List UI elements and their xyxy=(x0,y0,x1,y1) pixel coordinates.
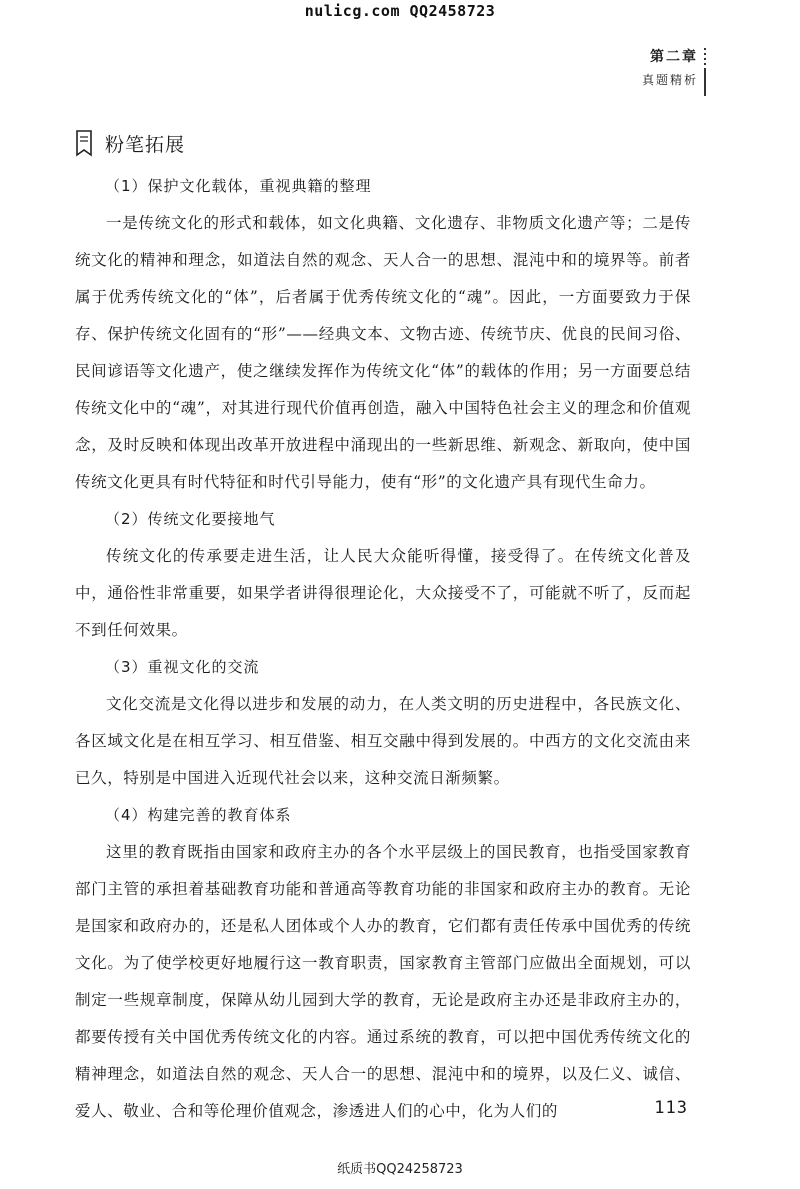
paragraph-4: 这里的教育既指由国家和政府主办的各个水平层级上的国民教育，也指受国家教育部门主管的承担着基础教育功能和普通高等教育功能的非国家和政府主办的教育。无论是国家和政府办的，还是私人团体或个人办的教育，它们都有责任传承中国优秀的传统文化。为了使学校更好地履行这一教育职责，国家教育主管部门应做出全面规划，可以制定一些规章制度，保障从幼儿园到大学的教育，无论是政府主办还是非政府主办的，都要传授有关中国优秀传统文化的内容。通过系统的教育，可以把中国优秀传统文化的精神理念，如道法自然的观念、天人合一的思想、混沌中和的境界，以及仁义、诚信、爱人、敬业、合和等伦理价值观念，渗透进人们的心中，化为人们的 xyxy=(75,843,691,1120)
subheading-1: （1）保护文化载体，重视典籍的整理 xyxy=(105,177,372,195)
chalk-icon xyxy=(75,128,95,158)
page-number: 113 xyxy=(654,1098,688,1118)
watermark-top: nulicg.com QQ2458723 xyxy=(304,2,496,20)
subheading-4: （4）构建完善的教育体系 xyxy=(105,806,292,824)
section-title: 粉笔拓展 xyxy=(105,133,186,156)
chapter-header xyxy=(642,46,698,89)
chapter-rule-dotted xyxy=(704,48,706,70)
section-header xyxy=(75,128,185,158)
watermark-bottom: 纸质书QQ24258723 xyxy=(337,1162,463,1177)
subheading-3: （3）重视文化的交流 xyxy=(105,658,260,676)
paragraph-3: 文化交流是文化得以进步和发展的动力，在人类文明的历史进程中，各民族文化、各区域文化是在相互学习、相互借鉴、相互交融中得到发展的。中西方的文化交流由来已久，特别是中国进入近现代社会以来，这种交流日渐频繁。 xyxy=(75,695,691,787)
article-body xyxy=(75,168,691,1130)
chapter-title: 第二章 xyxy=(650,49,698,65)
paragraph-1: 一是传统文化的形式和载体，如文化典籍、文化遗存、非物质文化遗产等；二是传统文化的精神和理念，如道法自然的观念、天人合一的思想、混沌中和的境界等。前者属于优秀传统文化的“体”，后者属于优秀传统文化的“魂”。因此，一方面要致力于保存、保护传统文化固有的“形”——经典文本、文物古迹、传统节庆、优良的民间习俗、民间谚语等文化遗产，使之继续发挥作为传统文化“体”的载体的作用；另一方面要总结传统文化中的“魂”，对其进行现代价值再创造，融入中国特色社会主义的理念和价值观念，及时反映和体现出改革开放进程中涌现出的一些新思维、新观念、新取向，使中国传统文化更具有时代特征和时代引导能力，使有“形”的文化遗产具有现代生命力。 xyxy=(75,214,691,491)
paragraph-2: 传统文化的传承要走进生活，让人民大众能听得懂，接受得了。在传统文化普及中，通俗性非常重要，如果学者讲得很理论化，大众接受不了，可能就不听了，反而起不到任何效果。 xyxy=(75,547,691,639)
chapter-subtitle: 真题精析 xyxy=(641,73,698,87)
chapter-rule xyxy=(704,70,706,96)
subheading-2: （2）传统文化要接地气 xyxy=(105,510,276,528)
